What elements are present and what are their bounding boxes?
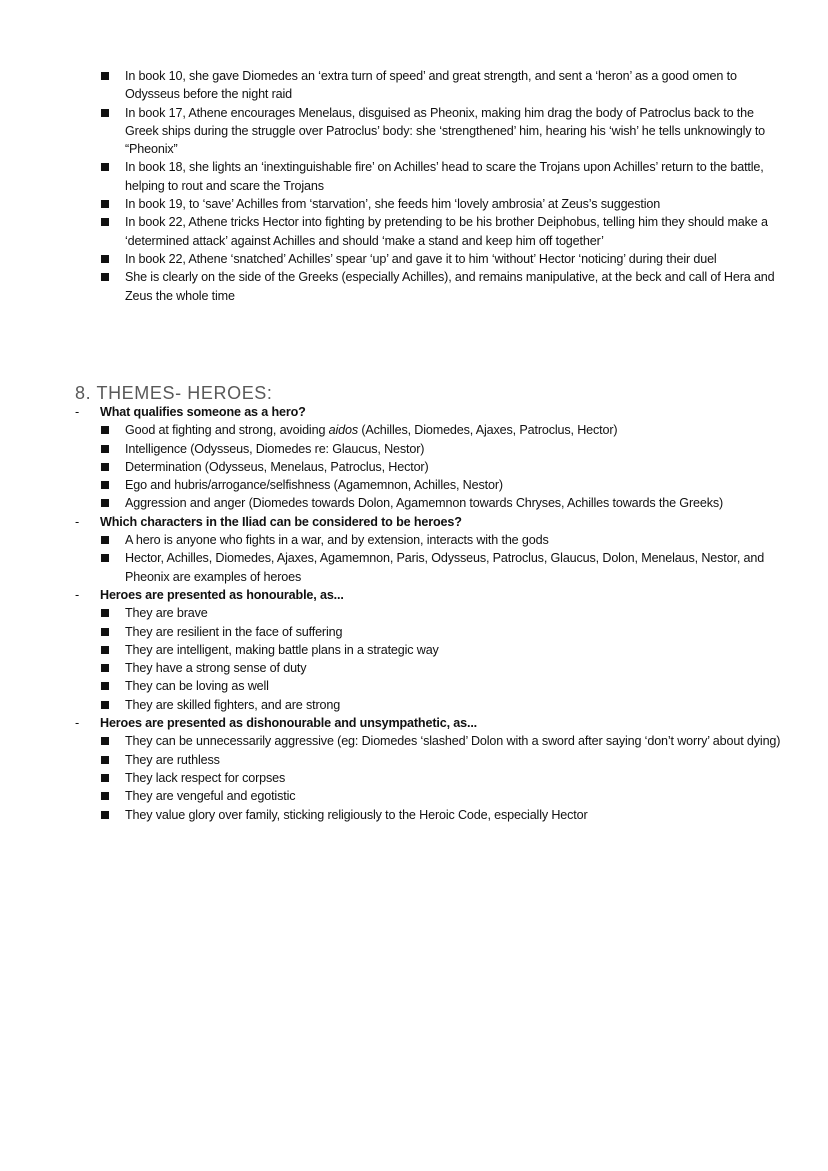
square-bullet-icon <box>101 628 109 636</box>
section-question <box>75 513 795 531</box>
list-item-text: They are resilient in the face of suffering <box>125 624 343 639</box>
list-item <box>100 421 795 439</box>
question-text: Heroes are presented as honourable, as... <box>100 587 344 602</box>
square-bullet-icon <box>101 463 109 471</box>
square-bullet-icon <box>101 609 109 617</box>
list-item <box>100 641 795 659</box>
square-bullet-icon <box>101 664 109 672</box>
list-item-text: In book 10, she gave Diomedes an ‘extra turn of speed’ and great strength, and sent a ‘heron’ as a good omen to Odysseus before the night raid <box>125 69 737 102</box>
square-bullet-icon <box>101 445 109 453</box>
list-item <box>100 158 790 195</box>
list-item-text: They can be loving as well <box>125 679 269 694</box>
list-item <box>100 604 795 622</box>
list-item <box>100 476 795 494</box>
list-item <box>100 806 795 824</box>
list-item <box>100 769 795 787</box>
square-bullet-icon <box>101 218 109 226</box>
square-bullet-icon <box>101 255 109 263</box>
answer-list <box>100 732 795 823</box>
square-bullet-icon <box>101 426 109 434</box>
list-item <box>100 494 795 512</box>
answer-list <box>100 531 795 586</box>
list-item <box>100 732 795 750</box>
list-item <box>100 677 795 695</box>
text-pre: Good at fighting and strong, avoiding <box>125 423 329 438</box>
list-item-text: In book 22, Athene tricks Hector into fighting by pretending to be his brother Deiphobus, telling him they should make a ‘determined attack’ against Achilles and should ‘make a stand and keep him off together’ <box>125 215 768 248</box>
list-item-text: She is clearly on the side of the Greeks (especially Achilles), and remains manipulative, at the beck and call of Hera and Zeus the whole time <box>125 270 775 303</box>
list-item <box>100 104 790 159</box>
list-item <box>100 195 790 213</box>
square-bullet-icon <box>101 109 109 117</box>
section-which-characters <box>75 513 795 586</box>
text-emphasis: aidos <box>328 423 358 438</box>
list-item <box>100 623 795 641</box>
square-bullet-icon <box>101 756 109 764</box>
square-bullet-icon <box>101 481 109 489</box>
list-item-text: They lack respect for corpses <box>125 770 286 785</box>
list-item-text: Aggression and anger (Diomedes towards Dolon, Agamemnon towards Chryses, Achilles towards the Greeks) <box>125 496 724 511</box>
answer-list <box>100 421 795 512</box>
square-bullet-icon <box>101 273 109 281</box>
dash-bullet-icon: - <box>75 716 80 731</box>
square-bullet-icon <box>101 200 109 208</box>
dash-bullet-icon: - <box>75 587 80 602</box>
square-bullet-icon <box>101 811 109 819</box>
square-bullet-icon <box>101 536 109 544</box>
square-bullet-icon <box>101 554 109 562</box>
list-item-text: They value glory over family, sticking religiously to the Heroic Code, especially Hector <box>125 807 588 822</box>
list-item <box>100 213 790 250</box>
list-item-text: A hero is anyone who fights in a war, and by extension, interacts with the gods <box>125 533 549 548</box>
dash-bullet-icon: - <box>75 514 80 529</box>
square-bullet-icon <box>101 646 109 654</box>
list-item <box>100 531 795 549</box>
heroes-sections <box>75 403 795 824</box>
list-item-text: In book 17, Athene encourages Menelaus, disguised as Pheonix, making him drag the body of Patroclus back to the Greek ships during the struggle over Patroclus’ body: she ‘strengthened’ him, hearing his ‘wish’ he tells unknowingly to “Pheonix” <box>125 105 766 157</box>
section-question <box>75 714 795 732</box>
section-heading: 8. THEMES- HEROES: <box>75 382 273 403</box>
list-item <box>100 268 790 305</box>
list-item <box>100 696 795 714</box>
list-item-text: They are intelligent, making battle plans in a strategic way <box>125 642 439 657</box>
square-bullet-icon <box>101 682 109 690</box>
dash-bullet-icon: - <box>75 405 80 419</box>
question-text: What qualifies someone as a hero? <box>100 405 306 419</box>
list-item-text: They are skilled fighters, and are strong <box>125 697 341 712</box>
list-item-text: In book 18, she lights an ‘inextinguishable fire’ on Achilles’ head to scare the Trojans upon Achilles’ return to the battle, helping to rout and scare the Trojans <box>125 160 764 193</box>
list-item-text: Determination (Odysseus, Menelaus, Patroclus, Hector) <box>125 459 429 474</box>
text-post: (Achilles, Diomedes, Ajaxes, Patroclus, Hector) <box>358 423 618 438</box>
list-item-text: In book 19, to ‘save’ Achilles from ‘starvation’, she feeds him ‘lovely ambrosia’ at Zeus’s suggestion <box>125 197 661 212</box>
square-bullet-icon <box>101 163 109 171</box>
list-item <box>100 250 790 268</box>
list-item <box>100 440 795 458</box>
square-bullet-icon <box>101 737 109 745</box>
list-item-text: They are vengeful and egotistic <box>125 789 296 804</box>
list-item <box>100 787 795 805</box>
list-item <box>100 67 790 104</box>
list-item-text: Hector, Achilles, Diomedes, Ajaxes, Agamemnon, Paris, Odysseus, Patroclus, Glaucus, Dolon, Menelaus, Nestor, and Pheonix are examples of heroes <box>125 551 765 584</box>
athene-list <box>100 67 790 305</box>
square-bullet-icon <box>101 499 109 507</box>
section-honourable <box>75 586 795 714</box>
square-bullet-icon <box>101 774 109 782</box>
section-dishonourable <box>75 714 795 824</box>
section-question <box>75 403 795 421</box>
list-item-text: Ego and hubris/arrogance/selfishness (Agamemnon, Achilles, Nestor) <box>125 478 503 493</box>
question-text: Which characters in the Iliad can be considered to be heroes? <box>100 514 462 529</box>
list-item <box>100 549 795 586</box>
square-bullet-icon <box>101 701 109 709</box>
list-item-text: Intelligence (Odysseus, Diomedes re: Glaucus, Nestor) <box>125 441 425 456</box>
list-item <box>100 659 795 677</box>
square-bullet-icon <box>101 792 109 800</box>
list-item-text: They are brave <box>125 606 208 621</box>
section-what-qualifies <box>75 403 795 513</box>
section-question <box>75 586 795 604</box>
list-item-text: They are ruthless <box>125 752 220 767</box>
list-item-text: They can be unnecessarily aggressive (eg: Diomedes ‘slashed’ Dolon with a sword after saying ‘don’t worry’ about dying) <box>125 734 781 749</box>
question-text: Heroes are presented as dishonourable and unsympathetic, as... <box>100 716 478 731</box>
list-item-text: In book 22, Athene ‘snatched’ Achilles’ spear ‘up’ and gave it to him ‘without’ Hector ‘noticing’ during their duel <box>125 251 717 266</box>
answer-list <box>100 604 795 714</box>
list-item <box>100 458 795 476</box>
list-item-text: They have a strong sense of duty <box>125 661 307 676</box>
list-item <box>100 751 795 769</box>
square-bullet-icon <box>101 72 109 80</box>
